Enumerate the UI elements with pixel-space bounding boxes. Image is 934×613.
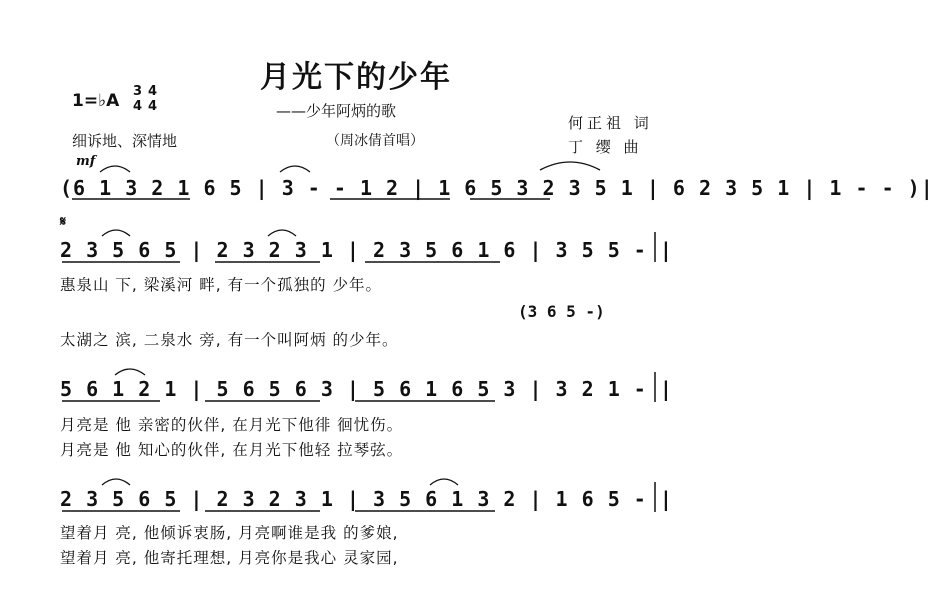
- segno-icon: 𝄋: [60, 214, 67, 230]
- tempo-marking: 细诉地、深情地: [72, 132, 178, 150]
- verse-line1-notes: 2 3 5 6 5 | 2 3 2 3 1 | 2 3 5 6 1 6 | 3 5 5 - |: [60, 238, 673, 262]
- slur-mark: [540, 162, 600, 170]
- verse-line1-lyric: 惠泉山 下, 梁溪河 畔, 有一个孤独的 少年。: [60, 276, 382, 294]
- meter-bottom-2: 4: [147, 99, 158, 114]
- verse-line6-lyric: 望着月 亮, 他寄托理想, 月亮你是我心 灵家园,: [60, 549, 399, 567]
- lyricist-credit: 何正祖 词: [568, 114, 653, 132]
- verse-line5-lyric: 望着月 亮, 他倾诉衷肠, 月亮啊谁是我 的爹娘,: [60, 524, 399, 542]
- slur-mark: [430, 479, 458, 485]
- meter-top-1: 3: [132, 84, 143, 99]
- singer-credit: （周冰倩首唱）: [326, 133, 424, 149]
- slur-mark: [102, 230, 130, 236]
- verse-line4-lyric: 月亮是 他 知心的伙伴, 在月光下他轻 拉琴弦。: [60, 441, 404, 459]
- slur-mark: [102, 479, 130, 485]
- key-signature: 1=♭A: [72, 91, 120, 111]
- song-subtitle: ——少年阿炳的歌: [276, 102, 397, 120]
- slur-mark: [280, 166, 310, 172]
- alt-ending-notes: (3 6 5 -): [518, 302, 605, 321]
- dynamic-marking: mf: [76, 154, 96, 169]
- verse-line3-lyric: 月亮是 他 亲密的伙伴, 在月光下他徘 徊忧伤。: [60, 416, 404, 434]
- verse-line2-lyric: 太湖之 滨, 二泉水 旁, 有一个叫阿炳 的少年。: [60, 331, 399, 349]
- meter-top-2: 4: [147, 84, 158, 99]
- slur-mark: [115, 369, 145, 375]
- meter-bottom-1: 4: [132, 99, 143, 114]
- verse-line3-notes: 5 6 1 2 1 | 5 6 5 6 3 | 5 6 1 6 5 3 | 3 2 1 - |: [60, 377, 673, 401]
- verse-line5-notes: 2 3 5 6 5 | 2 3 2 3 1 | 3 5 6 1 3 2 | 1 6 5 - |: [60, 487, 673, 511]
- slur-mark: [100, 166, 130, 172]
- intro-notes: (6 1 3 2 1 6 5 | 3 - - 1 2 | 1 6 5 3 2 3 5 1 | 6 2 3 5 1 | 1 - - )|: [60, 176, 934, 200]
- slur-mark: [268, 230, 296, 236]
- song-title: 月光下的少年: [260, 60, 452, 95]
- composer-credit: 丁 缨 曲: [568, 138, 643, 156]
